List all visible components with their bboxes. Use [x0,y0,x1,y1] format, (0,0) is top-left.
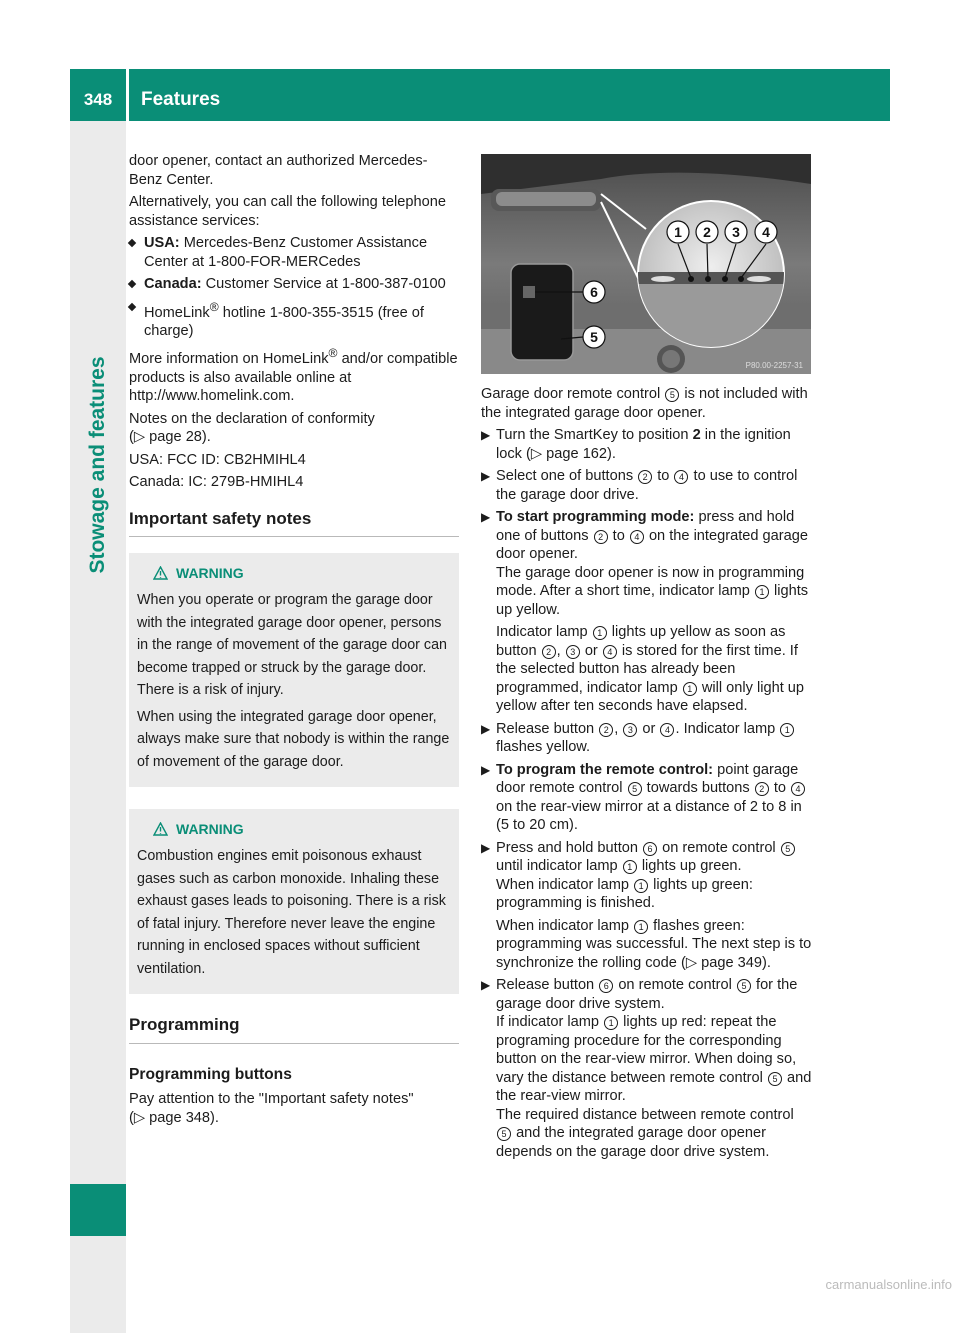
callout-ref-icon: 1 [683,682,697,696]
photo-code: P80.00-2257-31 [745,361,803,370]
warning-box [129,553,459,787]
callout-3 [725,221,747,243]
page-ref-link[interactable]: page 349). [701,954,771,971]
callout-ref-icon: 2 [638,470,652,484]
callout-ref-icon: 2 [542,645,556,659]
svg-text:2: 2 [703,224,711,240]
callout-ref-icon: 4 [791,782,805,796]
page-ref-icon: ▷ [685,954,698,971]
side-bar [70,121,126,1333]
callout-ref-icon: 6 [643,842,657,856]
registered-icon: ® [209,299,219,314]
fcc-id: USA: FCC ID: CB2HMIHL4 [129,451,306,468]
warning-text: When you operate or program the garage door with the integrated garage door opener, persons in the range of movement of the garage door can become trapped or struck by the garage door. There is a risk of injury. [137,592,447,699]
header-divider [126,69,129,121]
callout-ref-icon: 2 [594,530,608,544]
list-item: Canada: Customer Service at 1-800-387-0100 [129,275,459,294]
intro-paragraph: door opener, contact an authorized Mercedes-Benz Center. [129,153,428,188]
callout-ref-icon: 1 [780,723,794,737]
callout-ref-icon: 6 [599,979,613,993]
step-item: Indicator lamp 1 lights up yellow as soon as button 2 , 3 or 4 is stored for the first time. If the selected button has already been programmed, indicator lamp 1 will only light up yellow after ten seconds have elapsed. [496,624,805,714]
step-item: ▶ Turn the SmartKey to position 2 in the ignition lock (▷ page 162). [481,427,791,462]
callout-ref-icon: 3 [566,645,580,659]
right-column [481,385,813,1165]
list-item: HomeLink® hotline 1-800-355-3515 (free of charge) [129,298,459,341]
svg-text:5: 5 [590,329,598,345]
left-column [129,152,459,1131]
subsection-heading: Programming buttons [129,1065,292,1083]
callout-ref-icon: 5 [628,782,642,796]
step-item: ▶ Press and hold button 6 on remote control 5 until indicator lamp 1 lights up green. When indicator lamp 1 lights up green: programming is finished. [481,839,813,913]
page-ref-icon: ▷ [133,1109,146,1126]
divider [129,1043,459,1044]
callout-6 [583,281,605,303]
rear-view-mirror-photo [481,154,811,374]
svg-text:4: 4 [762,224,770,240]
callout-ref-icon: 2 [599,723,613,737]
svg-text:1: 1 [674,224,682,240]
callout-ref-icon: 1 [604,1016,618,1030]
svg-text:6: 6 [590,284,598,300]
assistance-paragraph: Alternatively, you can call the following telephone assistance services: [129,194,446,229]
callout-ref-icon: 1 [593,626,607,640]
more-info-paragraph: More information on HomeLink® and/or compatible products is also available online at http://www.homelink.com. [129,346,458,405]
section-heading-safety: Important safety notes [129,508,312,528]
callout-1 [667,221,689,243]
callout-ref-icon: 1 [755,585,769,599]
callout-ref-icon: 5 [768,1072,782,1086]
warning-box [129,809,459,994]
page-ref-icon: ▷ [530,445,543,462]
warning-text: Combustion engines emit poisonous exhaust gases such as carbon monoxide. Inhaling these exhaust gases leads to poisoning. There is a risk of fatal injury. Therefore never leave the engine running in enclosed spaces without sufficient ventilation. [137,848,446,977]
callout-ref-icon: 4 [674,470,688,484]
watermark: carmanualsonline.info [825,1277,952,1292]
callout-2 [696,221,718,243]
warning-title: WARNING [153,565,451,581]
side-tab [70,1184,126,1236]
divider [129,536,459,537]
safety-ref-paragraph: Pay attention to the "Important safety notes" (▷ page 348). [129,1091,414,1126]
callout-ref-icon: 3 [623,723,637,737]
arrow-icon: ▶ [481,721,491,736]
photo-caption: Garage door remote control 5 is not included with the integrated garage door opener. [481,386,808,421]
warning-title: WARNING [153,821,451,837]
page-title: Features [141,89,221,110]
callout-4 [755,221,777,243]
callout-ref-icon: 1 [634,879,648,893]
section-heading-programming: Programming [129,1015,240,1035]
callout-ref-icon: 5 [665,388,679,402]
callout-ref-icon: 5 [781,842,795,856]
callout-ref-icon: 1 [634,920,648,934]
arrow-icon: ▶ [481,762,491,777]
step-item: ▶ To start programming mode: press and hold one of buttons 2 to 4 on the integrated garage door opener. The garage door opener is now in programming mode. After a short time, indicator lamp 1 lights up yellow. [481,509,809,618]
step-item: ▶ Release button 2 , 3 or 4 . Indicator lamp 1 flashes yellow. [481,720,813,757]
arrow-icon: ▶ [481,428,491,442]
arrow-icon: ▶ [481,840,491,855]
step-item: ▶ Release button 6 on remote control 5 for the garage door drive system. If indicator lamp 1 lights up red: repeat the programing procedure for the corresponding button on the rear-view mirror. When doing so, vary the distance between remote control 5 and the rear-view mirror. The required distance between remote control 5 and the integrated garage door opener depends on the garage door drive system. [481,977,812,1160]
callout-ref-icon: 5 [497,1127,511,1141]
page-ref-link[interactable]: page 162). [546,445,616,462]
step-item: When indicator lamp 1 flashes green: programming was successful. The next step is to synchronize the rolling code (▷ page 349). [496,917,812,971]
warning-icon [153,822,168,836]
step-item: ▶ Select one of buttons 2 to 4 to use to control the garage door drive. [481,468,798,503]
page-number: 348 [83,90,113,109]
callout-ref-icon: 5 [737,979,751,993]
callout-ref-icon: 1 [623,860,637,874]
registered-icon: ® [328,346,338,361]
callout-ref-icon: 4 [630,530,644,544]
arrow-icon: ▶ [481,978,491,992]
arrow-icon: ▶ [481,469,491,483]
callout-ref-icon: 2 [755,782,769,796]
svg-text:3: 3 [732,224,740,240]
conformity-paragraph: Notes on the declaration of conformity (▷ page 28). [129,410,375,446]
callout-5 [583,326,605,348]
callout-ref-icon: 4 [603,645,617,659]
ic-id: Canada: IC: 279B-HMIHL4 [129,474,304,491]
step-item: ▶ To program the remote control: point garage door remote control 5 towards buttons 2 to 4 on the rear-view mirror at a distance of 2 to 8 in (5 to 20 cm). [481,761,813,835]
page-ref-icon: ▷ [133,429,146,446]
arrow-icon: ▶ [481,510,491,524]
page-ref-link[interactable]: page 348). [149,1109,219,1126]
list-item: USA: Mercedes-Benz Customer Assistance Center at 1-800-FOR-MERCedes [129,234,459,271]
page-ref-link[interactable]: page 28). [149,429,211,446]
warning-icon [153,566,168,580]
callout-ref-icon: 4 [660,723,674,737]
warning-text: When using the integrated garage door opener, always make sure that nobody is within the range of movement of the garage door. [137,708,450,770]
